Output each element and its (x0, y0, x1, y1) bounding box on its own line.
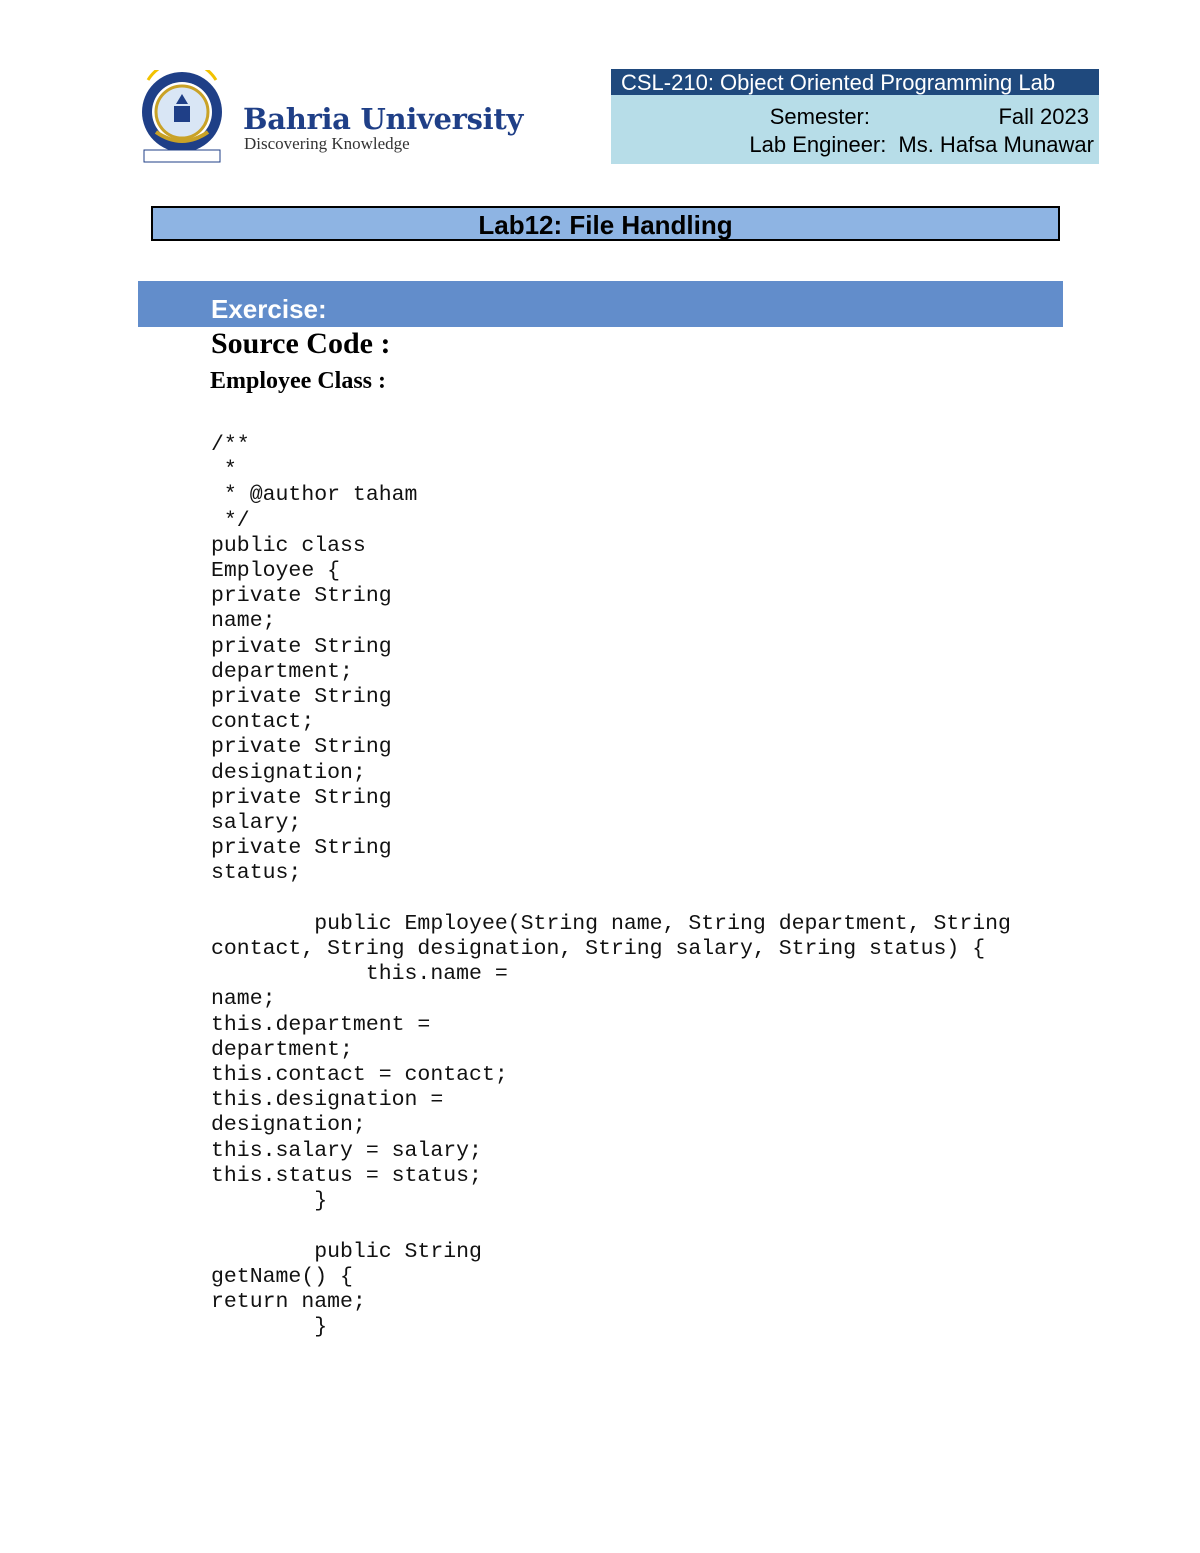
code-line: private String (211, 735, 392, 760)
code-line: return name; (211, 1289, 366, 1314)
university-seal-icon (138, 70, 230, 166)
source-code-heading: Source Code : (211, 327, 391, 360)
code-line: department; (211, 659, 353, 684)
semester-label: Semester: (769, 104, 870, 129)
code-line (211, 887, 1011, 912)
lab-engineer-value: Ms. Hafsa Munawar (898, 132, 1094, 157)
code-line: /** (211, 433, 250, 457)
lab-engineer-row (749, 132, 1094, 158)
code-line: public Employee(String name, String department, String (211, 911, 1011, 936)
code-line: name; (211, 987, 276, 1012)
code-line: Employee { (211, 559, 341, 584)
code-block (211, 433, 1011, 1340)
university-logo (138, 70, 524, 166)
code-line: contact, String designation, String salary, String status) { (211, 937, 986, 962)
code-line: } (211, 1189, 328, 1214)
code-line: designation; (211, 1113, 366, 1138)
code-line: * (211, 458, 237, 483)
code-line: department; (211, 1037, 353, 1062)
code-line: this.status = status; (211, 1163, 482, 1188)
code-line (211, 1214, 1011, 1239)
code-line: private String (211, 634, 392, 659)
exercise-heading: Exercise: (138, 281, 1063, 327)
semester-value: Fall 2023 (998, 104, 1089, 129)
code-line: this.salary = salary; (211, 1138, 482, 1163)
code-line: this.name = (211, 962, 508, 987)
code-line: this.designation = (211, 1088, 444, 1113)
code-line: designation; (211, 760, 366, 785)
code-line: } (211, 1315, 328, 1340)
code-line: public class (211, 533, 366, 558)
code-line: this.contact = contact; (211, 1063, 508, 1088)
code-line: public String (211, 1239, 482, 1264)
code-line: this.department = (211, 1012, 431, 1037)
course-info-box (611, 69, 1099, 164)
lab-title: Lab12: File Handling (151, 206, 1060, 241)
code-line: getName() { (211, 1264, 353, 1289)
university-tagline: Discovering Knowledge (244, 134, 410, 153)
lab-engineer-label: Lab Engineer: (749, 132, 887, 157)
code-line: salary; (211, 811, 302, 836)
employee-class-heading: Employee Class : (210, 368, 386, 394)
code-line: private String (211, 785, 392, 810)
code-line: */ (211, 508, 250, 533)
code-line: contact; (211, 710, 315, 735)
code-line: private String (211, 685, 392, 710)
code-line: status; (211, 861, 302, 886)
code-line: name; (211, 609, 276, 634)
code-line: private String (211, 584, 392, 609)
code-line: * @author taham (211, 483, 418, 508)
code-line: private String (211, 836, 392, 861)
course-title: CSL-210: Object Oriented Programming Lab (611, 69, 1099, 95)
university-name: Bahria University (243, 102, 524, 136)
